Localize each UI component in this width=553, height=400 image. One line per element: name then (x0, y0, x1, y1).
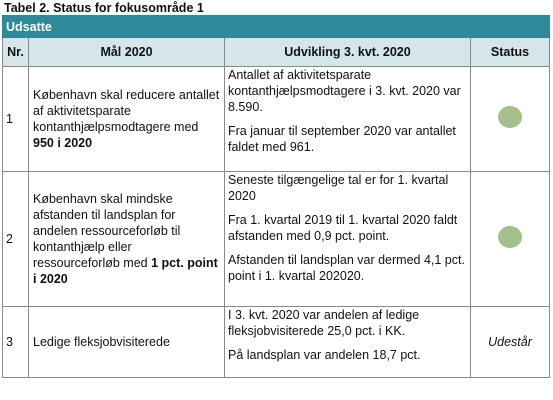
status-cell (471, 67, 550, 172)
development-cell (225, 67, 471, 172)
row-number: 2 (3, 172, 29, 307)
status-text: Udestår (488, 335, 532, 349)
goal-text: København skal reducere antallet af aktivitetsparate kontanthjælpsmodtagere med (33, 88, 220, 134)
section-title: Udsatte (3, 16, 550, 38)
status-table (2, 15, 550, 378)
column-header-row (3, 38, 550, 67)
table-row (3, 172, 550, 307)
header-goal: Mål 2020 (29, 38, 225, 67)
goal-target: 1 pct. point i 2020 (33, 256, 218, 286)
development-paragraph: I 3. kvt. 2020 var andelen af ledige fleksjobvisiterede 25,0 pct. i KK. (228, 308, 420, 338)
development-paragraph: Seneste tilgængelige tal er for 1. kvartal 2020 (228, 173, 449, 203)
goal-target: 950 i 2020 (33, 136, 93, 150)
development-cell (225, 172, 471, 307)
development-paragraph: Fra 1. kvartal 2019 til 1. kvartal 2020 faldt afstanden med 0,9 pct. point. (228, 213, 458, 243)
section-header-row (3, 16, 550, 38)
status-cell (471, 172, 550, 307)
header-status: Status (471, 38, 550, 67)
status-cell (471, 307, 550, 378)
goal-cell (29, 172, 225, 307)
development-cell (225, 307, 471, 378)
table-row (3, 307, 550, 378)
row-number: 1 (3, 67, 29, 172)
development-paragraph: På landsplan var andelen 18,7 pct. (228, 348, 421, 362)
goal-cell (29, 307, 225, 378)
status-dot-icon (498, 106, 522, 128)
table-row (3, 67, 550, 172)
header-nr: Nr. (3, 38, 29, 67)
goal-text: Ledige fleksjobvisiterede (33, 335, 170, 349)
development-paragraph: Fra januar til september 2020 var antallet faldet med 961. (228, 124, 456, 154)
goal-cell (29, 67, 225, 172)
header-development: Udvikling 3. kvt. 2020 (225, 38, 471, 67)
development-paragraph: Antallet af aktivitetsparate kontanthjælpsmodtagere i 3. kvt. 2020 var 8.590. (228, 68, 461, 114)
status-dot-icon (498, 226, 522, 248)
row-number: 3 (3, 307, 29, 378)
table-caption: Tabel 2. Status for fokusområde 1 (4, 1, 204, 15)
goal-text: København skal mindske afstanden til landsplan for andelen ressourceforløb til kontanthjælp eller ressourceforløb med (33, 192, 181, 270)
development-paragraph: Afstanden til landsplan var dermed 4,1 pct. point i 1. kvartal 202020. (228, 253, 465, 283)
